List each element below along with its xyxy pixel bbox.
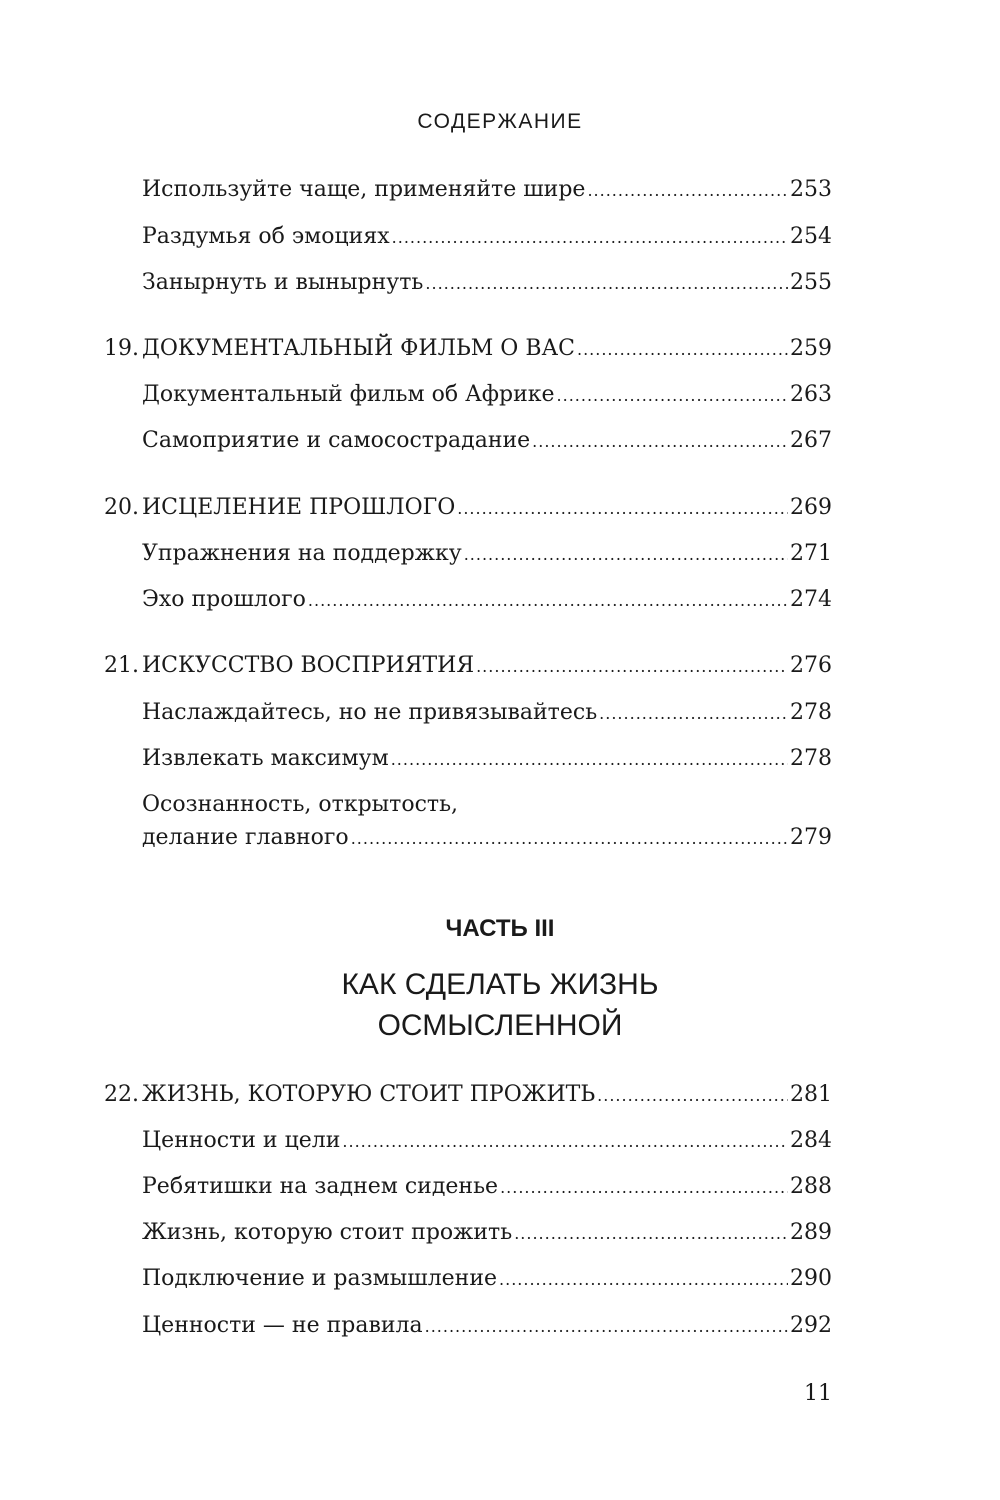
toc-entry-page: 279	[790, 825, 832, 850]
toc-entry-title: Занырнуть и вынырнуть	[142, 270, 424, 295]
toc-leader-dots	[425, 268, 788, 299]
toc-entry-page: 255	[790, 270, 832, 295]
toc-entry-title: Ценности — не правила	[142, 1313, 423, 1338]
toc-entry-page: 267	[790, 428, 832, 453]
toc-entry-page: 289	[790, 1220, 832, 1245]
toc-entry	[142, 1172, 832, 1202]
chapter-number: 21.	[104, 653, 139, 678]
toc-leader-dots	[599, 698, 788, 729]
toc-leader-dots	[391, 744, 788, 775]
toc-leader-dots	[597, 1080, 788, 1111]
toc-leader-dots	[392, 222, 788, 253]
toc-entry-page: 284	[790, 1128, 832, 1153]
toc-chapter-22	[104, 1080, 832, 1110]
toc-leader-dots	[308, 585, 788, 616]
toc-leader-dots	[351, 823, 788, 854]
toc-entry-title: Документальный фильм об Африке	[142, 382, 555, 407]
toc-leader-dots	[464, 539, 788, 570]
toc-entry	[142, 175, 832, 205]
toc-entry-title: Используйте чаще, применяйте шире	[142, 177, 586, 202]
chapter-page: 269	[790, 495, 832, 520]
toc-entry-title: Самоприятие и самосострадание	[142, 428, 531, 453]
toc-entry-page: 271	[790, 541, 832, 566]
toc-entry-page: 288	[790, 1174, 832, 1199]
toc-entry-title: Упражнения на поддержку	[142, 541, 462, 566]
chapter-title: ДОКУМЕНТАЛЬНЫЙ ФИЛЬМ О ВАС	[142, 336, 575, 361]
toc-leader-dots	[587, 175, 788, 206]
toc-entry-page: 274	[790, 587, 832, 612]
chapter-page: 276	[790, 653, 832, 678]
running-head: СОДЕРЖАНИЕ	[417, 110, 583, 133]
toc-entry-page: 254	[790, 224, 832, 249]
toc-entry	[142, 539, 832, 569]
toc-entry-title-line1: Осознанность, открытость,	[142, 792, 459, 817]
toc-leader-dots	[532, 426, 788, 457]
chapter-number: 20.	[104, 495, 139, 520]
toc-entry-title: Эхо прошлого	[142, 587, 306, 612]
toc-entry	[142, 1264, 832, 1294]
toc-leader-dots	[500, 1172, 788, 1203]
toc-chapter-21	[104, 651, 832, 681]
toc-entry	[142, 1126, 832, 1156]
toc-entry	[142, 698, 832, 728]
toc-leader-dots	[425, 1311, 788, 1342]
chapter-page: 259	[790, 336, 832, 361]
part-title-line1: КАК СДЕЛАТЬ ЖИЗНЬ	[341, 968, 659, 1001]
toc-leader-dots	[499, 1264, 788, 1295]
toc-entry	[142, 1311, 832, 1341]
toc-entry-page: 278	[790, 700, 832, 725]
part-label: ЧАСТЬ III	[445, 915, 555, 942]
toc-entry-page: 278	[790, 746, 832, 771]
toc-chapter-19	[104, 334, 832, 364]
toc-entry	[142, 1218, 832, 1248]
toc-entry-page: 292	[790, 1313, 832, 1338]
toc-entry-page: 290	[790, 1266, 832, 1291]
chapter-title: ИСКУССТВО ВОСПРИЯТИЯ	[142, 653, 475, 678]
toc-leader-dots	[342, 1126, 788, 1157]
toc-leader-dots	[577, 334, 788, 365]
chapter-page: 281	[790, 1082, 832, 1107]
part-title-line2: ОСМЫСЛЕННОЙ	[377, 1009, 623, 1042]
toc-entry	[142, 585, 832, 615]
toc-entry-title: Подключение и размышление	[142, 1266, 498, 1291]
toc-entry-title-line2: делание главного	[142, 825, 349, 850]
toc-leader-dots	[476, 651, 788, 682]
toc-entry	[142, 380, 832, 410]
toc-leader-dots	[514, 1218, 788, 1249]
page-number: 11	[804, 1381, 832, 1406]
chapter-number: 19.	[104, 336, 139, 361]
toc-entry	[142, 268, 832, 298]
toc-chapter-20	[104, 493, 832, 523]
toc-leader-dots	[457, 493, 788, 524]
toc-entry-title: Раздумья об эмоциях	[142, 224, 390, 249]
toc-leader-dots	[557, 380, 788, 411]
chapter-title: ИСЦЕЛЕНИЕ ПРОШЛОГО	[142, 495, 456, 520]
chapter-number: 22.	[104, 1082, 139, 1107]
toc-entry	[142, 426, 832, 456]
toc-entry-title: Ребятишки на заднем сиденье	[142, 1174, 499, 1199]
toc-entry-title: Наслаждайтесь, но не привязывайтесь	[142, 700, 598, 725]
toc-entry	[142, 744, 832, 774]
toc-entry-page: 263	[790, 382, 832, 407]
toc-entry-title: Ценности и цели	[142, 1128, 341, 1153]
toc-entry	[142, 222, 832, 252]
toc-entry-page: 253	[790, 177, 832, 202]
toc-entry-title: Извлекать максимум	[142, 746, 389, 771]
chapter-title: ЖИЗНЬ, КОТОРУЮ СТОИТ ПРОЖИТЬ	[142, 1082, 596, 1107]
toc-entry	[142, 823, 832, 853]
toc-entry-title: Жизнь, которую стоит прожить	[142, 1220, 513, 1245]
